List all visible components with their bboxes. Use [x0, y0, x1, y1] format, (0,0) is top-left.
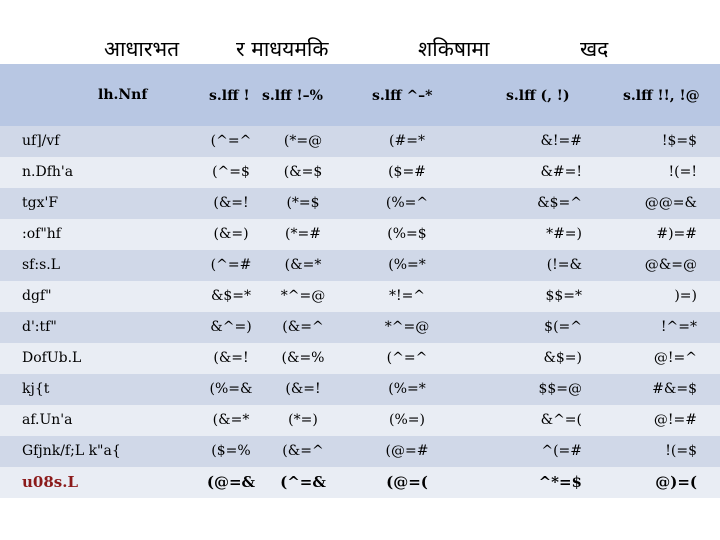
heading-base-year: आधारभत [104, 37, 180, 61]
cell-col-3: *!=^ [388, 288, 426, 304]
cell-col-1: (^=^ [210, 133, 252, 149]
cell-col-5: #&=$ [652, 381, 697, 397]
cell-col-2: (*=) [288, 412, 318, 428]
row-label: sf:s.L [22, 257, 61, 273]
cell-col-3: *^=@ [384, 319, 430, 335]
cell-col-3: ($=# [388, 164, 426, 180]
table-row [0, 374, 720, 405]
cell-col-1: ($=% [211, 443, 251, 459]
table-row [0, 281, 720, 312]
table-row [0, 157, 720, 188]
table-row [0, 126, 720, 157]
cell-col-1: (&=! [213, 195, 249, 211]
heading-right-a: शकिषामा [418, 37, 490, 61]
cell-col-1: &^=) [210, 319, 252, 335]
cell-col-4: $$=* [545, 288, 582, 304]
table-row [0, 312, 720, 343]
cell-col-2: (&=! [285, 381, 321, 397]
column-header-5: s.lff !!, !@ [623, 88, 700, 104]
cell-col-3: (%=^ [385, 195, 429, 211]
cell-col-5: @!=# [653, 412, 697, 428]
cell-col-4: ^(=# [541, 443, 582, 459]
row-label: af.Un'a [22, 412, 73, 428]
cell-col-5: !(=! [668, 164, 697, 180]
cell-col-2: (*=@ [283, 133, 323, 149]
total-row [0, 467, 720, 498]
cell-col-4: $(=^ [544, 319, 582, 335]
cell-col-5: @&=@ [644, 257, 697, 273]
cell-col-5: !$=$ [661, 133, 697, 149]
cell-col-5: )=) [674, 288, 697, 304]
total-row-label: u08s.L [22, 473, 78, 491]
cell-col-4: (!=& [546, 257, 582, 273]
row-label: d':tf" [22, 319, 57, 335]
column-header-3: s.lff ^–* [372, 88, 433, 104]
table-row [0, 343, 720, 374]
cell-col-4: &^=( [540, 412, 582, 428]
row-label: kj{t [22, 381, 50, 397]
table-row [0, 250, 720, 281]
table-row [0, 405, 720, 436]
cell-col-4: *#=) [546, 226, 582, 242]
column-header-2: s.lff !–% [262, 88, 323, 104]
cell-col-1: (&=! [213, 350, 249, 366]
row-label: :of"hf [22, 226, 61, 242]
column-header-1: s.lff ! [209, 88, 250, 104]
cell-col-3: (%=) [389, 412, 425, 428]
cell-col-1: (@=& [206, 473, 256, 491]
cell-col-2: *^=@ [280, 288, 326, 304]
cell-col-2: (&=^ [282, 443, 324, 459]
cell-col-3: (%=* [388, 381, 426, 397]
cell-col-1: (^=# [210, 257, 252, 273]
row-label: uf]/vf [22, 133, 60, 149]
table-row [0, 436, 720, 467]
column-header-label: lh.Nnf [98, 87, 148, 103]
row-label: tgx'F [22, 195, 59, 211]
cell-col-2: (*=$ [286, 195, 320, 211]
cell-col-5: @@=& [644, 195, 697, 211]
cell-col-3: (%=$ [387, 226, 427, 242]
cell-col-3: (@=( [386, 473, 428, 491]
cell-col-1: (^=$ [212, 164, 250, 180]
cell-col-1: (&=* [212, 412, 250, 428]
cell-col-2: (^=& [280, 473, 326, 491]
cell-col-1: &$=* [210, 288, 252, 304]
cell-col-5: !(=$ [665, 443, 697, 459]
heading-last: खद [580, 37, 609, 61]
row-label: Gfjnk/f;L k"a{ [22, 443, 121, 459]
cell-col-4: &$=) [543, 350, 582, 366]
heading-mid-a: र माधयमकि [236, 37, 329, 61]
cell-col-1: (&=) [213, 226, 249, 242]
cell-col-3: (%=* [388, 257, 426, 273]
cell-col-1: (%=& [209, 381, 253, 397]
cell-col-2: (&=$ [283, 164, 323, 180]
table-row [0, 188, 720, 219]
cell-col-5: @)=( [655, 473, 697, 491]
row-label: n.Dfh'a [22, 164, 74, 180]
cell-col-3: (@=# [385, 443, 429, 459]
row-label: dgf" [22, 288, 52, 304]
table-row [0, 219, 720, 250]
cell-col-3: (^=^ [386, 350, 428, 366]
cell-col-4: &$=^ [537, 195, 582, 211]
row-label: DofUb.L [22, 350, 82, 366]
cell-col-2: (*=# [285, 226, 321, 242]
cell-col-4: &#=! [540, 164, 582, 180]
column-header-4: s.lff (, !) [506, 88, 570, 104]
cell-col-5: #)=# [656, 226, 697, 242]
cell-col-5: !^=* [660, 319, 697, 335]
cell-col-5: @!=^ [653, 350, 697, 366]
cell-col-4: $$=@ [538, 381, 582, 397]
cell-col-3: (#=* [389, 133, 425, 149]
cell-col-2: (&=^ [282, 319, 324, 335]
cell-col-2: (&=* [284, 257, 322, 273]
cell-col-2: (&=% [281, 350, 325, 366]
cell-col-4: ^*=$ [538, 473, 582, 491]
cell-col-4: &!=# [540, 133, 582, 149]
